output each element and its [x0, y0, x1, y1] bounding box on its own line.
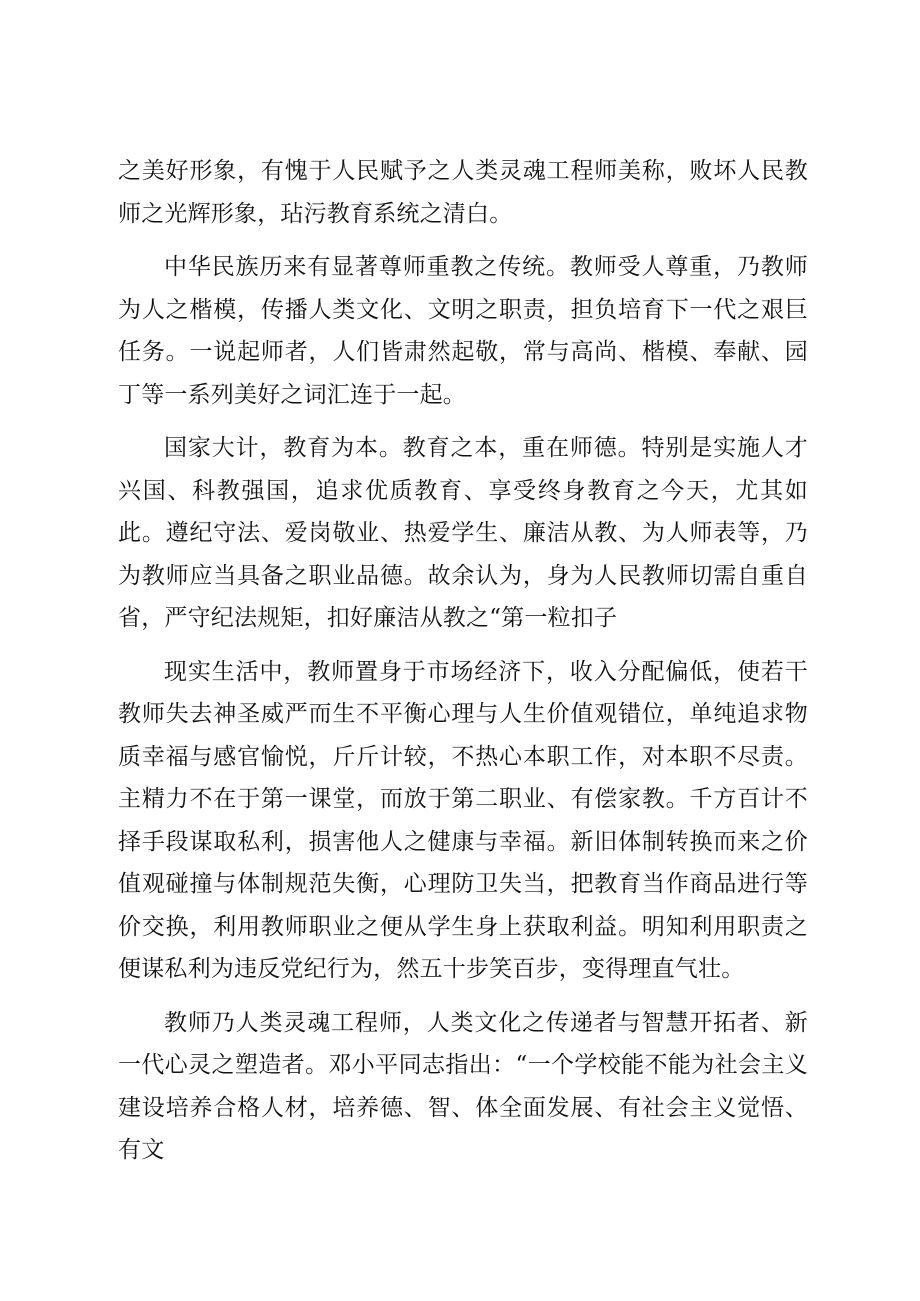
paragraph-tradition: 中华民族历来有显著尊师重教之传统。教师受人尊重，乃教师为人之楷模，传播人类文化、文明之职责，担负培育下一代之艰巨任务。一说起师者，人们皆肃然起敬，常与高尚、楷模、奉献、园丁等一系列美好之词汇连于一起。 [118, 254, 808, 408]
paragraph-education-plan: 国家大计，教育为本。教育之本，重在师德。特别是实施人才兴国、科教强国，追求优质教育、享受终身教育之今天，尤其如此。遵纪守法、爱岗敬业、热爱学生、廉洁从教、为人师表等，乃为教师应当具备之职业品德。故余认为，身为人民教师切需自重自省，严守纪法规矩，扣好廉洁从教之“第一粒扣子 [118, 435, 808, 631]
paragraph-continued: 之美好形象，有愧于人民赋予之人类灵魂工程师美称，败坏人民教师之光辉形象，玷污教育系统之清白。 [118, 158, 808, 227]
document-body [118, 150, 808, 1183]
paragraph-reality: 现实生活中，教师置身于市场经济下，收入分配偏低，使若干教师失去神圣威严而生不平衡心理与人生价值观错位，单纯追求物质幸福与感官愉悦，斤斤计较，不热心本职工作，对本职不尽责。主精力不在于第一课堂，而放于第二职业、有偿家教。千方百计不择手段谋取私利，损害他人之健康与幸福。新旧体制转换而来之价值观碰撞与体制规范失衡，心理防卫失当，把教育当作商品进行等价交换，利用教师职业之便从学生身上获取利益。明知利用职责之便谋私利为违反党纪行为，然五十步笑百步，变得理直气壮。 [118, 658, 808, 982]
paragraph-teacher-role: 教师乃人类灵魂工程师，人类文化之传递者与智慧开拓者、新一代心灵之塑造者。邓小平同志指出：“一个学校能不能为社会主义建设培养合格人材，培养德、智、体全面发展、有社会主义觉悟、有文 [118, 1009, 808, 1163]
